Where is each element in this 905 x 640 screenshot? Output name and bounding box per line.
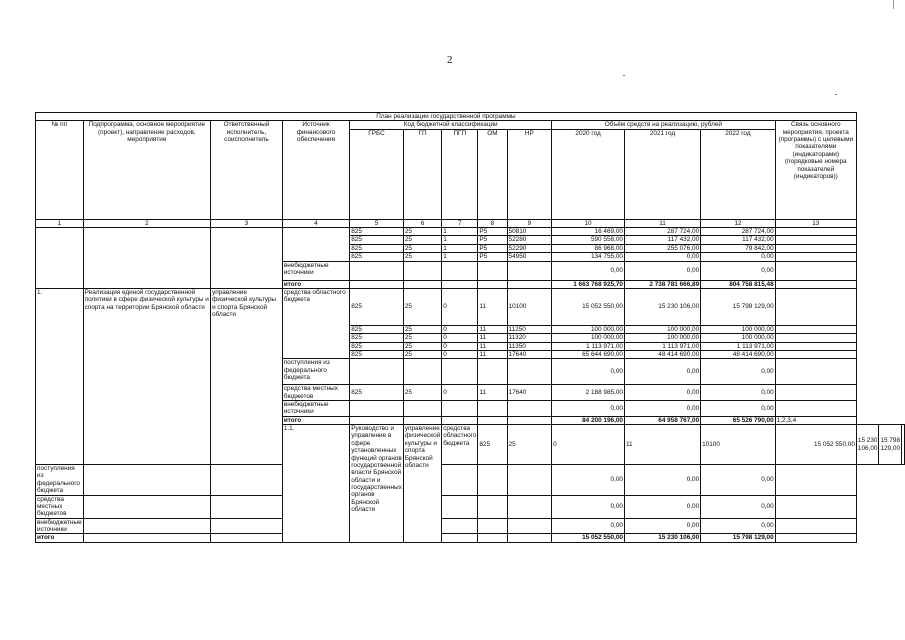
cell-link (775, 518, 856, 534)
header-2022: 2022 год (701, 129, 776, 219)
cell-pgp: 0 (442, 350, 478, 358)
cell-link (775, 465, 856, 495)
cell-gp: 25 (403, 334, 441, 342)
cell-gp: 25 (403, 342, 441, 350)
cell-link (775, 495, 856, 518)
implementation-plan-table (35, 112, 905, 543)
cell-grbs: 825 (350, 350, 404, 358)
cell-link (775, 253, 856, 261)
cell-2020: 0,00 (552, 518, 625, 534)
cell-gp (211, 465, 283, 495)
cell-gp (403, 280, 441, 288)
executor-name: управление физической культуры и спорта Брянской области (211, 288, 283, 464)
table-row (36, 495, 905, 518)
source-local: средства местных бюджетов (282, 385, 349, 401)
cell-om: 11 (478, 350, 507, 358)
cell-2021: 117 432,00 (624, 236, 700, 244)
col-number: 1 (36, 219, 84, 227)
cell-2021: 287 724,00 (624, 228, 700, 236)
cell-2022: 0,00 (701, 253, 776, 261)
cell-2022: 0,00 (701, 261, 776, 280)
cell-nr: 52290 (507, 244, 552, 252)
executor-name: управление физической культуры и спорта Брянской области (403, 425, 441, 543)
cell-om: P5 (478, 253, 507, 261)
cell-grbs (350, 359, 404, 385)
header-2021: 2021 год (624, 129, 700, 219)
source-federal: поступления из федерального бюджета (282, 359, 349, 385)
cell-grbs: 825 (350, 385, 404, 401)
cell-om (478, 416, 507, 424)
cell-gp: 25 (403, 228, 441, 236)
cell-om: P5 (478, 244, 507, 252)
cell-link (775, 261, 856, 280)
cell-2020: 0,00 (552, 261, 625, 280)
source-offbudget: внебюджетные источники (282, 261, 349, 280)
cell-grbs (350, 401, 404, 417)
cell-grbs (83, 534, 210, 542)
cell-gp (403, 359, 441, 385)
cell-pgp: 0 (442, 325, 478, 333)
cell-2021: 0,00 (624, 261, 700, 280)
cell-grbs (83, 465, 210, 495)
cell-link (775, 325, 856, 333)
cell-grbs: 825 (478, 425, 507, 465)
cell-om: 11 (478, 288, 507, 325)
cell-nr (507, 280, 552, 288)
cell-om (478, 465, 507, 495)
cell-2022: 287 724,00 (701, 228, 776, 236)
cell-grbs: 825 (350, 236, 404, 244)
cell-2021: 0,00 (624, 465, 700, 495)
cell-gp (211, 518, 283, 534)
source-total: итого (282, 416, 349, 424)
cell-2021: 15 230 106,00 (856, 425, 879, 465)
cell-om: 11 (478, 334, 507, 342)
cell-link (775, 236, 856, 244)
cell-2021: 100 000,00 (624, 334, 700, 342)
cell-nr (507, 416, 552, 424)
source-offbudget: внебюджетные источники (282, 401, 349, 417)
cell-nr: 17640 (507, 385, 552, 401)
col-number: 2 (83, 219, 210, 227)
cell-2021: 2 738 781 666,89 (624, 280, 700, 288)
col-number: 9 (507, 219, 552, 227)
cell-om (478, 495, 507, 518)
row-number: 1. (36, 288, 84, 464)
cell-gp: 25 (403, 236, 441, 244)
col-number: 13 (775, 219, 856, 227)
cell-grbs (350, 261, 404, 280)
cell-gp (403, 401, 441, 417)
cell-2020: 84 200 196,00 (552, 416, 625, 424)
cell-link (775, 244, 856, 252)
col-number: 7 (442, 219, 478, 227)
cell-om: P5 (478, 236, 507, 244)
cell-2022: 79 842,00 (701, 244, 776, 252)
cell-2022: 0,00 (701, 385, 776, 401)
cell-nr: 50810 (507, 228, 552, 236)
cell-gp: 25 (403, 288, 441, 325)
cell-empty (83, 228, 210, 289)
cell-link (775, 350, 856, 358)
cell-link (775, 280, 856, 288)
cell-nr (507, 518, 552, 534)
activity-name: Реализация единой государственной политики в сфере физической культуры и спорта на территории Брянской области (83, 288, 210, 464)
cell-om (478, 401, 507, 417)
cell-nr (507, 261, 552, 280)
cell-2022: 15 798 129,00 (701, 288, 776, 325)
cell-om (478, 261, 507, 280)
source-federal: поступления из федерального бюджета (36, 465, 84, 495)
cell-2020: 0,00 (552, 495, 625, 518)
table-row (36, 228, 905, 236)
header-link: Связь основного мероприятия, проекта (программы) с целевыми показателями (индикаторами) (порядковые номера показателей (индикаторов)) (775, 121, 856, 219)
cell-2020: 15 052 550,00 (552, 288, 625, 325)
cell-pgp: 0 (442, 342, 478, 350)
cell-grbs: 825 (350, 228, 404, 236)
header-gp: ГП (403, 129, 441, 219)
cell-om (478, 534, 507, 542)
cell-2022: 0,00 (701, 465, 776, 495)
col-number: 10 (552, 219, 625, 227)
cell-grbs: 825 (350, 253, 404, 261)
cell-2021: 100 000,00 (624, 325, 700, 333)
cell-nr (507, 359, 552, 385)
header-grbs: ГРБС (350, 129, 404, 219)
header-code-group: Код бюджетной классификации (350, 121, 552, 129)
cell-pgp: 1 (442, 253, 478, 261)
cell-om (478, 280, 507, 288)
cell-pgp: 1 (442, 244, 478, 252)
cell-gp (211, 495, 283, 518)
cell-pgp (442, 465, 478, 495)
cell-link (902, 425, 905, 465)
cell-2021: 15 230 106,00 (624, 534, 700, 542)
cell-gp: 25 (507, 425, 552, 465)
cell-2021: 48 414 690,00 (624, 350, 700, 358)
cell-pgp: 0 (442, 334, 478, 342)
cell-grbs: 825 (350, 325, 404, 333)
cell-link: 1,2,3,4 (775, 416, 856, 424)
cell-pgp (442, 280, 478, 288)
cell-gp: 25 (403, 244, 441, 252)
col-number: 5 (350, 219, 404, 227)
cell-2022: 804 758 815,48 (701, 280, 776, 288)
cell-nr: 10100 (507, 288, 552, 325)
cell-grbs: 825 (350, 334, 404, 342)
cell-2022: 48 414 690,00 (701, 350, 776, 358)
col-number: 4 (282, 219, 349, 227)
col-number: 3 (211, 219, 283, 227)
source-offbudget: внебюджетные источники (37, 518, 82, 533)
cell-2020: 100 000,00 (552, 325, 625, 333)
cell-nr: 54950 (507, 253, 552, 261)
col-number: 12 (701, 219, 776, 227)
header-subprogram: Подпрограмма, основное мероприятие (проект), направление расходов, мероприятие (83, 121, 210, 219)
cell-grbs (350, 416, 404, 424)
scan-edge-mark (893, 0, 894, 9)
cell-nr (507, 465, 552, 495)
col-number: 11 (624, 219, 700, 227)
table-row (36, 518, 905, 534)
cell-link (775, 334, 856, 342)
cell-2022: 0,00 (701, 401, 776, 417)
cell-pgp (442, 401, 478, 417)
cell-nr: 11320 (507, 334, 552, 342)
row-number: 1.1. (282, 425, 349, 543)
cell-nr: 11350 (507, 342, 552, 350)
cell-link (775, 385, 856, 401)
cell-om (478, 518, 507, 534)
cell-gp: 25 (403, 253, 441, 261)
cell-om: 11 (478, 325, 507, 333)
cell-nr: 11250 (507, 325, 552, 333)
cell-2021: 15 230 106,00 (624, 288, 700, 325)
cell-2021: 1 113 971,00 (624, 342, 700, 350)
cell-2022: 1 113 971,00 (701, 342, 776, 350)
cell-link (775, 401, 856, 417)
cell-2020: 0,00 (552, 359, 625, 385)
scan-speck (835, 94, 837, 95)
cell-2021: 64 958 767,00 (624, 416, 700, 424)
header-n: № пп (36, 121, 84, 219)
cell-2021: 0,00 (624, 253, 700, 261)
cell-gp: 25 (403, 385, 441, 401)
cell-grbs (83, 518, 210, 534)
cell-link (775, 359, 856, 385)
cell-empty (36, 228, 84, 289)
cell-2022: 0,00 (701, 359, 776, 385)
scan-speck (623, 75, 625, 76)
cell-om: 11 (478, 342, 507, 350)
header-om: ОМ (478, 129, 507, 219)
cell-pgp: 0 (442, 385, 478, 401)
cell-gp (403, 416, 441, 424)
cell-pgp (442, 495, 478, 518)
header-nr: НР (507, 129, 552, 219)
cell-2021: 0,00 (624, 401, 700, 417)
col-number: 6 (403, 219, 441, 227)
cell-pgp (442, 261, 478, 280)
cell-pgp: 1 (442, 228, 478, 236)
cell-2020: 65 644 690,00 (552, 350, 625, 358)
source-regional: средства областного бюджета (282, 288, 349, 358)
header-pgp: ПГП (442, 129, 478, 219)
cell-2020: 1 663 768 925,70 (552, 280, 625, 288)
cell-2021: 0,00 (624, 518, 700, 534)
activity-name: Руководство и управление в сфере установленных функций органов государственной власти Брянской области и государственных органов Брянской области (350, 425, 404, 543)
cell-2022: 15 798 129,00 (879, 425, 902, 465)
cell-2020: 15 052 550,00 (552, 534, 625, 542)
cell-2020: 100 000,00 (552, 334, 625, 342)
cell-link (775, 228, 856, 236)
cell-gp (211, 534, 283, 542)
cell-om (478, 359, 507, 385)
table-title: План реализации государственной программы (36, 113, 857, 121)
cell-grbs (350, 280, 404, 288)
cell-om: 11 (624, 425, 700, 465)
cell-link (775, 342, 856, 350)
cell-2022: 0,00 (701, 518, 776, 534)
cell-nr (507, 495, 552, 518)
cell-empty (211, 228, 283, 289)
cell-pgp: 0 (442, 288, 478, 325)
cell-2020: 134 755,00 (552, 253, 625, 261)
table-row (36, 288, 905, 325)
cell-2020: 15 052 550,00 (775, 425, 856, 465)
cell-2020: 86 968,00 (552, 244, 625, 252)
source-regional: средства областного бюджета (442, 425, 478, 465)
cell-gp: 25 (403, 350, 441, 358)
cell-2020: 1 113 971,00 (552, 342, 625, 350)
cell-nr: 52280 (507, 236, 552, 244)
cell-2022: 65 526 790,00 (701, 416, 776, 424)
cell-pgp (442, 518, 478, 534)
cell-pgp: 1 (442, 236, 478, 244)
cell-2022: 15 798 129,00 (701, 534, 776, 542)
cell-pgp (442, 359, 478, 385)
cell-om: P5 (478, 228, 507, 236)
cell-empty (282, 228, 349, 261)
source-total: итого (282, 280, 349, 288)
cell-nr: 10100 (701, 425, 776, 465)
cell-2020: 590 558,00 (552, 236, 625, 244)
cell-2022: 117 432,00 (701, 236, 776, 244)
cell-2022: 0,00 (701, 495, 776, 518)
cell-2022: 100 000,00 (701, 325, 776, 333)
page-number: 2 (447, 54, 453, 66)
cell-2020: 0,00 (552, 465, 625, 495)
cell-2021: 255 076,00 (624, 244, 700, 252)
cell-nr (507, 534, 552, 542)
cell-link (775, 534, 856, 542)
cell-pgp (442, 534, 478, 542)
header-2020: 2020 год (552, 129, 625, 219)
cell-gp: 25 (403, 325, 441, 333)
cell-grbs: 825 (350, 288, 404, 325)
table-row-total (36, 534, 905, 542)
cell-pgp (442, 416, 478, 424)
cell-2022: 100 000,00 (701, 334, 776, 342)
table-row (36, 465, 905, 495)
cell-grbs: 825 (350, 342, 404, 350)
cell-2020: 16 469,00 (552, 228, 625, 236)
source-local: средства местных бюджетов (36, 495, 84, 518)
cell-nr (507, 401, 552, 417)
header-executor: Ответственный исполнитель, соисполнитель (211, 121, 283, 219)
cell-2021: 0,00 (624, 359, 700, 385)
cell-2021: 0,00 (624, 385, 700, 401)
cell-2020: 0,00 (552, 401, 625, 417)
header-volume-group: Объём средств на реализацию, рублей (552, 121, 775, 129)
cell-grbs (83, 495, 210, 518)
cell-2021: 0,00 (624, 495, 700, 518)
col-number: 8 (478, 219, 507, 227)
cell-pgp: 0 (552, 425, 625, 465)
cell-grbs: 825 (350, 244, 404, 252)
cell-nr: 17640 (507, 350, 552, 358)
header-source: Источник финансового обеспечения (282, 121, 349, 219)
source-total: итого (36, 534, 84, 542)
cell-gp (403, 261, 441, 280)
cell-om: 11 (478, 385, 507, 401)
cell-2020: 2 188 985,00 (552, 385, 625, 401)
cell-link (775, 288, 856, 325)
